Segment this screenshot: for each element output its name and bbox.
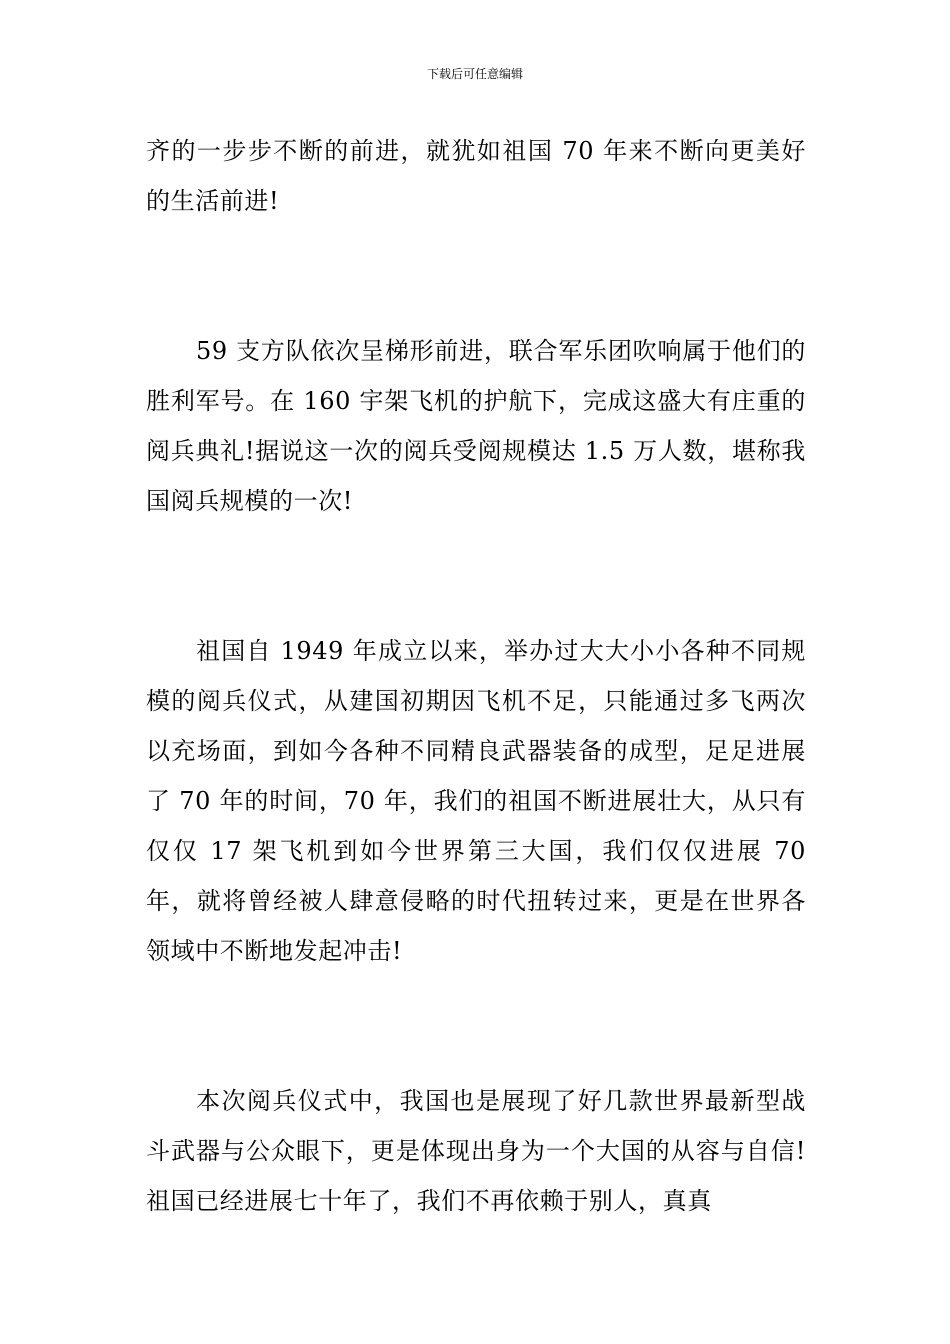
paragraph-spacer <box>146 526 806 626</box>
document-body <box>146 126 806 1226</box>
page-header-note: 下载后可任意编辑 <box>426 67 523 81</box>
paragraph-spacer <box>146 226 806 326</box>
paragraph-spacer <box>146 976 806 1076</box>
paragraph-new-weapons: 本次阅兵仪式中，我国也是展现了好几款世界最新型战斗武器与公众眼下，更是体现出身为一个大国的从容与自信!祖国已经进展七十年了，我们不再依赖于别人，真真 <box>146 1087 806 1215</box>
paragraph-continued: 齐的一步步不断的前进，就犹如祖国 70 年来不断向更美好的生活前进! <box>146 137 806 215</box>
paragraph-parade-formations: 59 支方队依次呈梯形前进，联合军乐团吹响属于他们的胜利军号。在 160 宇架飞机的护航下，完成这盛大有庄重的阅兵典礼!据说这一次的阅兵受阅规模达 1.5 万人数，堪称我国阅兵规模的一次! <box>146 337 806 515</box>
paragraph-history: 祖国自 1949 年成立以来，举办过大大小小各种不同规模的阅兵仪式，从建国初期因飞机不足，只能通过多飞两次以充场面，到如今各种不同精良武器装备的成型，足足进展了 70 年的时间，70 年，我们的祖国不断进展壮大，从只有仅仅 17 架飞机到如今世界第三大国，我们仅仅进展 70 年，就将曾经被人肆意侵略的时代扭转过来，更是在世界各领域中不断地发起冲击! <box>146 637 806 965</box>
